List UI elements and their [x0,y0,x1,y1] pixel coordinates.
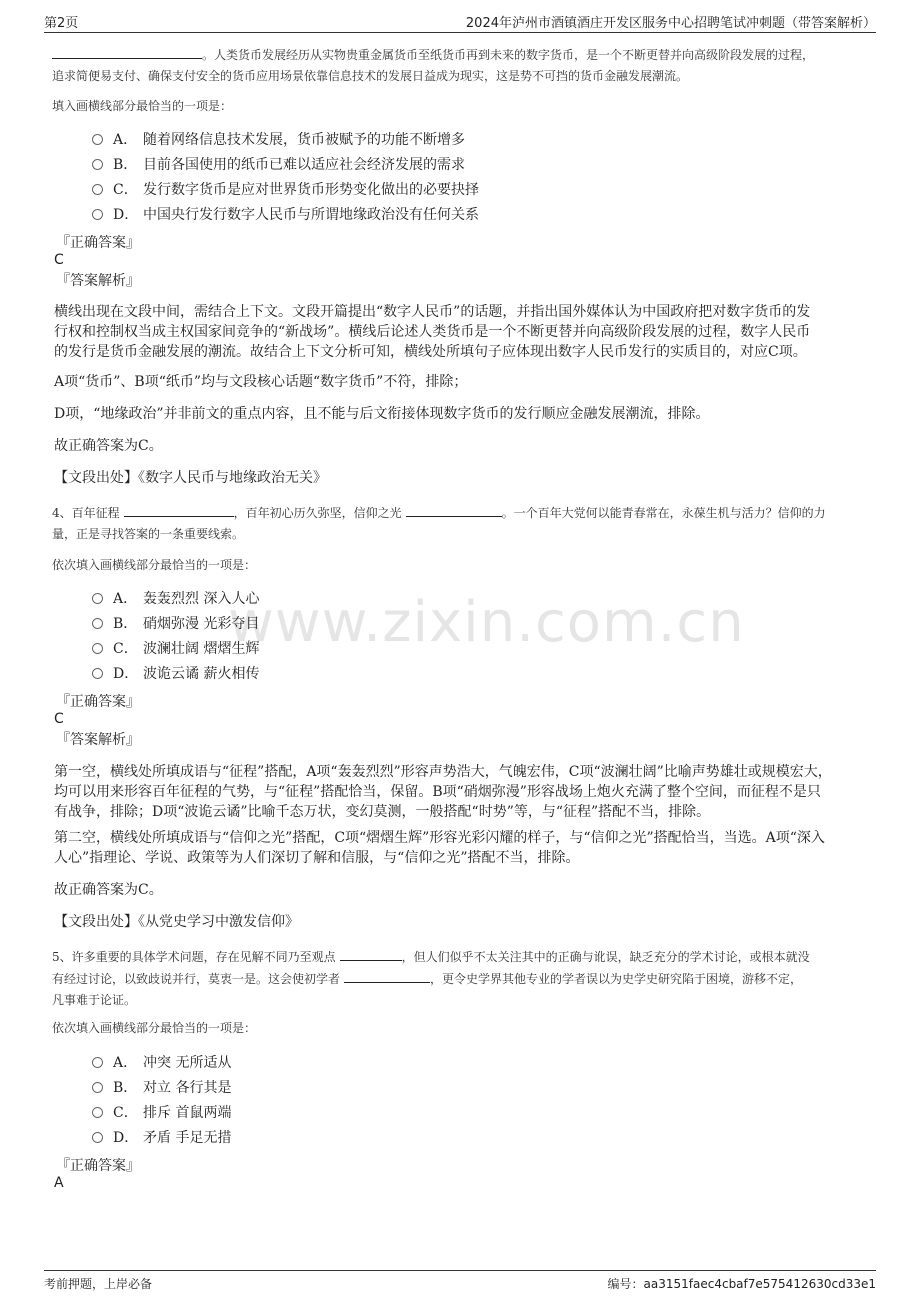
q3-stem: 。人类货币发展经历从实物贵重金属货币至纸货币再到未来的数字货币，是一个不断更替并向高级阶段发展的过程， 追求简便易支付、确保支付安全的货币应用场景依靠信息技术的发展日益成为现实，这是势不可挡的货币金融发展潮流。 [52,44,858,87]
radio-icon[interactable] [92,1057,103,1068]
document-id: 编号：aa3151faec4cbaf7e575412630cd33e1 [607,1277,876,1291]
radio-icon[interactable] [92,209,103,220]
watermark: www.zixin.com.cn [228,590,745,655]
q5-instruction: 依次填入画横线部分最恰当的一项是： [52,1021,257,1035]
q5-option-b[interactable]: B． 对立 各行其是 [92,1078,231,1098]
q3-analysis-label: 『答案解析』 [56,273,140,289]
q4-analysis-paragraph-2: 第二空，横线处所填成语与“信仰之光”搭配，C项“熠熠生辉”形容光彩闪耀的样子，与“信仰之光”搭配恰当，当选。A项“深入 人心”指理论、学说、政策等为人们深切了解和信服，与“信仰之光”搭配不当，排除。 [54,830,825,866]
page-header [44,10,876,33]
q3-analysis-paragraph-4: 故正确答案为C。 [54,438,163,454]
radio-icon[interactable] [92,618,103,629]
q4-instruction: 依次填入画横线部分最恰当的一项是： [52,558,257,572]
radio-icon[interactable] [92,1132,103,1143]
q4-source: 【文段出处】《从党史学习中激发信仰》 [54,914,299,930]
page-footer [44,1270,876,1295]
radio-icon[interactable] [92,1082,103,1093]
q4-option-c[interactable]: C． 波澜壮阔 熠熠生辉 [92,639,259,659]
radio-icon[interactable] [92,184,103,195]
q4-analysis-paragraph-1: 第一空，横线处所填成语与“征程”搭配，A项“轰轰烈烈”形容声势浩大，气魄宏伟，C项“波澜壮阔”比喻声势雄壮或规模宏大， 均可以用来形容百年征程的气势，与“征程”搭配恰当，保留。B项“硝烟弥漫”形容战场上炮火充满了整个空间，而征程不是只 有战争，排除；D项“波诡云谲”比喻千态万状，变幻莫测，一般搭配“时势”等，与“征程”搭配不当，排除。 [54,764,832,820]
radio-icon[interactable] [92,668,103,679]
q4-answer: C [54,711,64,727]
radio-icon[interactable] [92,1107,103,1118]
q4-blank-1 [124,502,234,517]
q4-analysis-paragraph-3: 故正确答案为C。 [54,882,163,898]
document-title: 2024年泸州市酒镇酒庄开发区服务中心招聘笔试冲刺题（带答案解析） [465,16,876,31]
q4-option-d[interactable]: D． 波诡云谲 薪火相传 [92,664,259,684]
q3-answer: C [54,252,64,268]
q4-blank-2 [406,502,502,517]
q3-option-d[interactable]: D． 中国央行发行数字人民币与所谓地缘政治没有任何关系 [92,205,479,225]
footer-slogan: 考前押题，上岸必备 [44,1277,153,1291]
q3-option-c[interactable]: C． 发行数字货币是应对世界货币形势变化做出的必要抉择 [92,180,479,200]
q3-option-a[interactable]: A． 随着网络信息技术发展，货币被赋予的功能不断增多 [92,130,465,150]
q3-analysis-paragraph-2: A项“货币”、B项“纸币”均与文段核心话题“数字货币”不符，排除； [54,374,468,390]
q5-option-a[interactable]: A． 冲突 无所适从 [92,1053,231,1073]
q3-source: 【文段出处】《数字人民币与地缘政治无关》 [54,470,327,486]
q4-analysis-label: 『答案解析』 [56,732,140,748]
q3-option-b[interactable]: B． 目前各国使用的纸币已难以适应社会经济发展的需求 [92,155,465,175]
q3-answer-label: 『正确答案』 [56,235,140,251]
radio-icon[interactable] [92,159,103,170]
q5-answer-label: 『正确答案』 [56,1158,140,1174]
q4-option-a[interactable]: A． 轰轰烈烈 深入人心 [92,589,259,609]
q3-instruction: 填入画横线部分最恰当的一项是： [52,99,233,113]
q5-answer: A [54,1175,64,1191]
radio-icon[interactable] [92,134,103,145]
radio-icon[interactable] [92,593,103,604]
q3-blank [52,44,202,59]
q5-option-d[interactable]: D． 矛盾 手足无措 [92,1128,231,1148]
radio-icon[interactable] [92,643,103,654]
q5-option-c[interactable]: C． 排斥 首鼠两端 [92,1103,231,1123]
q5-stem: 5、许多重要的具体学术问题，存在见解不同乃至观点 ，但人们似乎不太关注其中的正确与讹误，缺乏充分的学术讨论，或根本就没 有经过讨论，以致歧说并行，莫衷一是。这会使初学者 ，更令史学界其他专业的学者误以为史学史研究陷于困境，游移不定， 凡事难于论证。 [52,946,858,1011]
q5-blank-1 [340,946,402,961]
q3-analysis-paragraph-1: 横线出现在文段中间，需结合上下文。文段开篇提出“数字人民币”的话题，并指出国外媒体认为中国政府把对数字货币的发 行权和控制权当成主权国家间竞争的“新战场”。横线后论述人类货币是一个不断更替并向高级阶段发展的过程，数字人民币 的发行是货币金融发展的潮流。故结合上下文分析可知，横线处所填句子应体现出数字人民币发行的实质目的，对应C项。 [54,304,811,360]
q3-analysis-paragraph-3: D项，“地缘政治”并非前文的重点内容，且不能与后文衔接体现数字货币的发行顺应金融发展潮流，排除。 [54,406,710,422]
q4-option-b[interactable]: B． 硝烟弥漫 光彩夺目 [92,614,259,634]
q4-stem: 4、百年征程 ，百年初心历久弥坚，信仰之光 。一个百年大党何以能青春常在，永葆生机与活力？信仰的力 量，正是寻找答案的一条重要线索。 [52,502,858,545]
page-number: 第2页 [44,16,79,31]
q5-blank-2 [344,968,430,983]
q4-answer-label: 『正确答案』 [56,694,140,710]
